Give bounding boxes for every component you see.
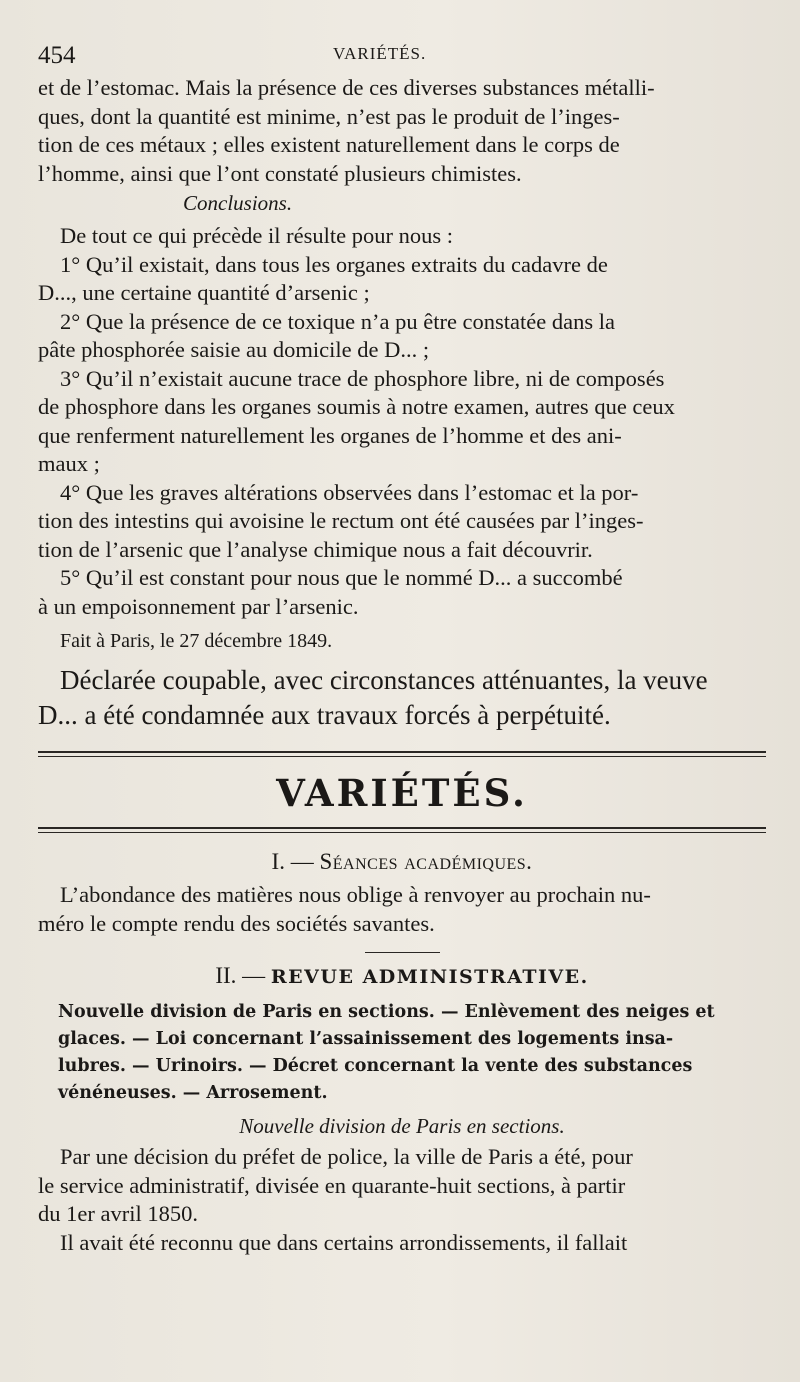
- text-line: D..., une certaine quantité d’arsenic ;: [38, 280, 370, 305]
- signature-line: Fait à Paris, le 27 décembre 1849.: [60, 630, 333, 652]
- intro-paragraph: [38, 74, 766, 188]
- summary-line: glaces. — Loi concernant l’assainissement des logements insa-: [58, 1029, 674, 1049]
- text-line: tion de l’arsenic que l’analyse chimique nous a fait découvrir.: [38, 536, 593, 562]
- summary-line: lubres. — Urinoirs. — Décret concernant la vente des substances: [58, 1056, 693, 1076]
- text-line: de phosphore dans les organes soumis à notre examen, autres que ceux: [38, 394, 675, 419]
- summary-line: vénéneuses. — Arrosement.: [58, 1083, 328, 1103]
- text-line: ques, dont la quantité est minime, n’est pas le produit de l’inges-: [38, 103, 620, 129]
- text-line: L’abondance des matières nous oblige à renvoyer au prochain nu-: [60, 882, 651, 907]
- text-line: 4° Que les graves altérations observées dans l’estomac et la por-: [60, 479, 639, 505]
- section-1-body: [38, 881, 766, 938]
- text-line: Par une décision du préfet de police, la ville de Paris a été, pour: [60, 1144, 633, 1169]
- separator-rule: [365, 952, 440, 953]
- text-line: D... a été condamnée aux travaux forcés à perpétuité.: [38, 700, 611, 730]
- section-1-title: Séances académiques.: [319, 849, 533, 874]
- text-line: que renferment naturellement les organes de l’homme et des ani-: [38, 422, 622, 448]
- section-2-heading: [38, 963, 766, 989]
- text-line: Il avait été reconnu que dans certains arrondissements, il fallait: [60, 1229, 628, 1255]
- section-title: VARIÉTÉS.: [276, 771, 528, 815]
- text-line: méro le compte rendu des sociétés savantes.: [38, 910, 435, 936]
- text-line: Déclarée coupable, avec circonstances atténuantes, la veuve: [60, 665, 708, 695]
- text-line: tion de ces métaux ; elles existent naturellement dans le corps de: [38, 132, 620, 157]
- text-line: du 1er avril 1850.: [38, 1201, 198, 1226]
- running-header: [38, 38, 766, 74]
- section-2-subheading: Nouvelle division de Paris en sections.: [239, 1114, 565, 1138]
- running-title: VARIÉTÉS.: [333, 44, 427, 63]
- section-1-numeral: I. —: [271, 849, 314, 874]
- section-2-body-2: [38, 1229, 766, 1258]
- conclusions-heading: Conclusions.: [183, 191, 293, 215]
- conclusion-3: [38, 365, 766, 479]
- text-line: 1° Qu’il existait, dans tous les organes extraits du cadavre de: [60, 251, 608, 277]
- conclusion-2: [38, 308, 766, 365]
- text-line: l’homme, ainsi que l’ont constaté plusieurs chimistes.: [38, 160, 522, 186]
- conclusion-5: [38, 564, 766, 621]
- text-line: 3° Qu’il n’existait aucune trace de phosphore libre, ni de composés: [60, 365, 665, 391]
- verdict: [38, 663, 766, 733]
- section-2-title: REVUE ADMINISTRATIVE.: [270, 966, 589, 988]
- text-line: à un empoisonnement par l’arsenic.: [38, 593, 359, 619]
- conclusion-4: [38, 479, 766, 565]
- text-line: le service administratif, divisée en quarante-huit sections, à partir: [38, 1172, 626, 1198]
- text-line: pâte phosphorée saisie au domicile de D... ;: [38, 337, 430, 362]
- summary-line: Nouvelle division de Paris en sections. — Enlèvement des neiges et: [58, 1002, 715, 1022]
- double-rule-bottom: [38, 827, 766, 833]
- page-number: 454: [38, 42, 76, 69]
- section-2-numeral: II. —: [215, 963, 266, 988]
- text-line: maux ;: [38, 451, 100, 476]
- text-line: et de l’estomac. Mais la présence de ces diverses substances métalli-: [38, 75, 655, 100]
- text-line: tion des intestins qui avoisine le rectum ont été causées par l’inges-: [38, 508, 644, 533]
- text-line: 2° Que la présence de ce toxique n’a pu être constatée dans la: [60, 308, 615, 334]
- conclusion-1: [38, 251, 766, 308]
- conclusions-lead: De tout ce qui précède il résulte pour nous :: [60, 223, 454, 248]
- section-2-body-1: [38, 1143, 766, 1229]
- section-1-heading: [38, 849, 766, 875]
- double-rule-top: [38, 751, 766, 757]
- text-column: [38, 38, 766, 1257]
- section-2-summary: [38, 999, 766, 1107]
- text-line: 5° Qu’il est constant pour nous que le nommé D... a succombé: [60, 565, 623, 590]
